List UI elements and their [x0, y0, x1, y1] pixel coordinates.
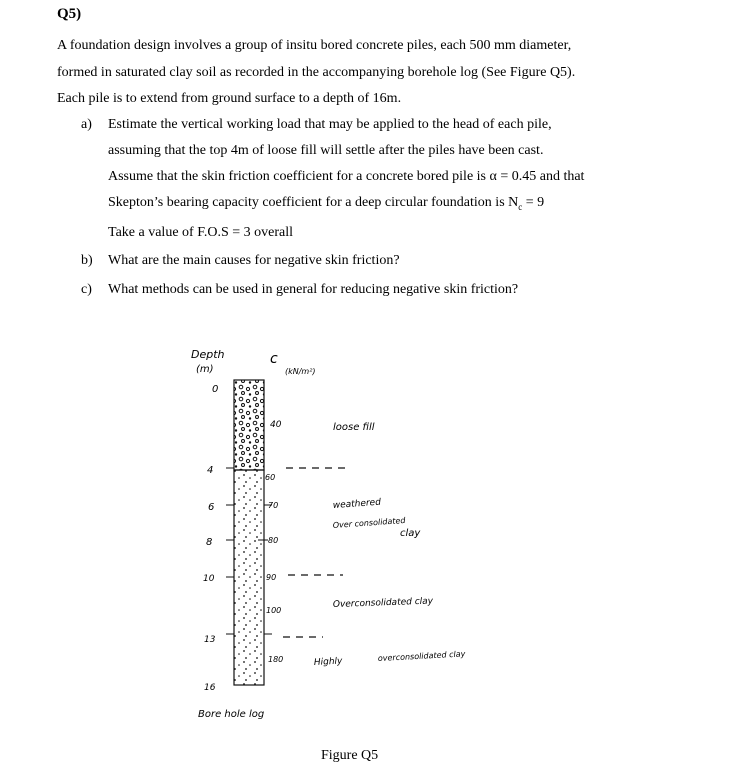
- layer-label: clay: [400, 528, 421, 539]
- depth-unit: (m): [196, 364, 214, 375]
- c-value: 80: [268, 536, 279, 545]
- layer-label: loose fill: [333, 422, 375, 433]
- depth-label: 8: [206, 537, 213, 548]
- depth-label: 10: [203, 574, 215, 584]
- part-a-line: Take a value of F.O.S = 3 overall: [108, 224, 294, 240]
- part-c-text: What methods can be used in general for reducing negative skin friction?: [108, 282, 519, 297]
- c-value: 100: [266, 606, 282, 615]
- depth-label: 16: [204, 683, 216, 693]
- layer-label: Highly: [313, 656, 343, 668]
- clay-layer: [234, 470, 264, 685]
- depth-label: 4: [207, 465, 214, 476]
- c-value: 70: [268, 501, 279, 510]
- nc-sentence: Skepton’s bearing capacity coefficient for a deep circular foundation is N: [108, 195, 519, 210]
- c-value: 180: [268, 655, 284, 664]
- part-a-line: [108, 190, 668, 220]
- intro-line: A foundation design involves a group of insitu bored concrete piles, each 500 mm diameter,: [57, 38, 572, 53]
- c-header: c: [270, 351, 278, 367]
- depth-label: 13: [204, 635, 216, 645]
- c-value: 90: [266, 573, 277, 582]
- part-a-line: Estimate the vertical working load that may be applied to the head of each pile,: [108, 117, 552, 132]
- depth-label: 6: [208, 502, 215, 513]
- layer-label: overconsolidated clay: [377, 649, 466, 663]
- c-value: 40: [270, 420, 282, 430]
- nc-subscript: c: [518, 201, 523, 212]
- layer-label: Over consolidated: [332, 515, 406, 530]
- layer-label: weathered: [332, 497, 382, 511]
- part-a-line: assuming that the top 4m of loose fill will settle after the piles have been cast.: [108, 143, 544, 158]
- part-label: b): [81, 253, 93, 268]
- c-unit: (kN/m²): [285, 367, 316, 376]
- figure-caption: Figure Q5: [321, 748, 379, 763]
- depth-header: Depth: [191, 348, 225, 361]
- borehole-log-label: Bore hole log: [198, 709, 265, 720]
- loose-fill-layer: [234, 380, 264, 470]
- question-intro: [57, 33, 697, 113]
- layer-label: Overconsolidated clay: [332, 596, 434, 610]
- intro-line: Each pile is to extend from ground surface to a depth of 16m.: [57, 91, 402, 106]
- c-value: 60: [265, 473, 276, 482]
- nc-value: = 9: [522, 195, 545, 210]
- question-number: Q5): [57, 6, 82, 22]
- depth-label: 0: [212, 384, 219, 395]
- part-a-text: [108, 112, 668, 246]
- part-a-line: Assume that the skin friction coefficient for a concrete bored pile is α = 0.45 and that: [108, 169, 585, 184]
- part-b-text: What are the main causes for negative skin friction?: [108, 253, 400, 268]
- part-label: a): [81, 117, 92, 132]
- part-label: c): [81, 282, 92, 297]
- intro-line: formed in saturated clay soil as recorded in the accompanying borehole log (See Figure Q5).: [57, 64, 576, 80]
